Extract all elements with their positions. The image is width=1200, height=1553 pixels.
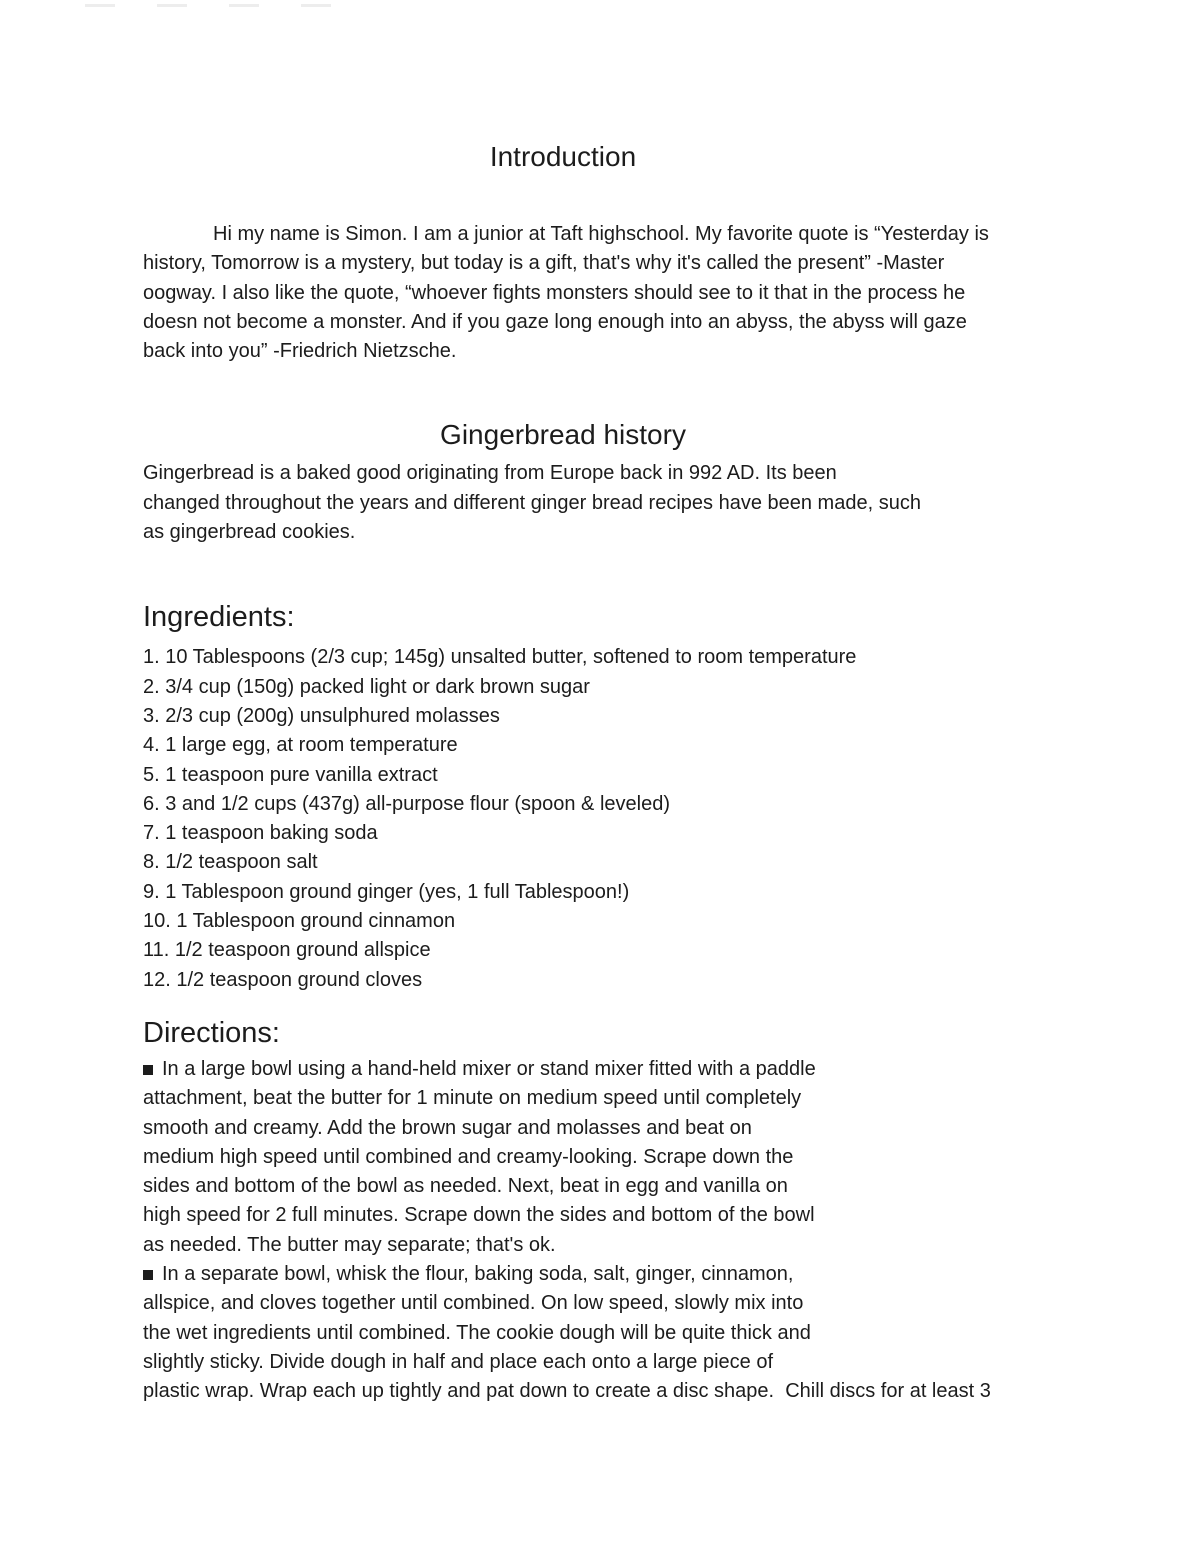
directions-step [143,1055,983,1260]
square-bullet-icon [143,1065,153,1075]
list-item: 3. 2/3 cup (200g) unsulphured molasses [143,704,500,727]
list-item: 11. 1/2 teaspoon ground allspice [143,939,431,962]
square-bullet-icon [143,1270,153,1280]
text-line [143,1260,983,1289]
text-line: plastic wrap. Wrap each up tightly and pat down to create a disc shape. Chill discs for at least 3 [143,1380,991,1403]
ingredients-list [143,643,983,995]
list-item: 1. 10 Tablespoons (2/3 cup; 145g) unsalted butter, softened to room temperature [143,646,857,669]
scan-artifact [85,4,115,7]
text-line [143,1055,983,1084]
text-line: as needed. The butter may separate; that's ok. [143,1233,556,1256]
list-item: 10. 1 Tablespoon ground cinnamon [143,910,456,933]
text-line: medium high speed until combined and creamy-looking. Scrape down the [143,1145,794,1168]
text-line: Gingerbread is a baked good originating from Europe back in 992 AD. Its been [143,462,837,485]
text-line: high speed for 2 full minutes. Scrape down the sides and bottom of the bowl [143,1204,815,1227]
list-item: 9. 1 Tablespoon ground ginger (yes, 1 full Tablespoon!) [143,880,630,903]
text-line: as gingerbread cookies. [143,521,356,544]
list-item: 6. 3 and 1/2 cups (437g) all-purpose flour (spoon & leveled) [143,792,670,815]
text-line: changed throughout the years and different ginger bread recipes have been made, such [143,491,921,514]
text-line: Hi my name is Simon. I am a junior at Taft highschool. My favorite quote is “Yesterday is [213,223,989,245]
section-title-introduction: Introduction [489,141,637,172]
list-item: 4. 1 large egg, at room temperature [143,734,458,757]
directions-step [143,1260,991,1406]
text-line: back into you” -Friedrich Nietzsche. [143,340,457,363]
history-paragraph [143,459,983,547]
text-line-content: In a separate bowl, whisk the flour, baking soda, salt, ginger, cinnamon, [162,1263,794,1286]
text-line: oogway. I also like the quote, “whoever fights monsters should see to it that in the process he [143,281,966,304]
text-line: attachment, beat the butter for 1 minute on medium speed until completely [143,1087,802,1110]
document-body [143,0,991,1407]
list-item: 8. 1/2 teaspoon salt [143,851,318,874]
list-item: 7. 1 teaspoon baking soda [143,822,378,845]
section-title-gingerbread-history: Gingerbread history [440,419,686,451]
text-line: sides and bottom of the bowl as needed. Next, beat in egg and vanilla on [143,1175,788,1198]
list-item: 12. 1/2 teaspoon ground cloves [143,968,423,991]
text-line: slightly sticky. Divide dough in half and place each onto a large piece of [143,1350,774,1373]
section-title-directions: Directions: [143,1016,280,1049]
section-title-ingredients: Ingredients: [143,601,295,634]
text-line: allspice, and cloves together until combined. On low speed, slowly mix into [143,1292,804,1315]
text-line: doesn not become a monster. And if you gaze long enough into an abyss, the abyss will gaze [143,310,967,333]
list-item: 2. 3/4 cup (150g) packed light or dark brown sugar [143,675,590,698]
text-line: smooth and creamy. Add the brown sugar and molasses and beat on [143,1116,752,1139]
list-item: 5. 1 teaspoon pure vanilla extract [143,763,438,786]
text-line: history, Tomorrow is a mystery, but today is a gift, that's why it's called the present” -Master [143,252,945,275]
text-line: the wet ingredients until combined. The cookie dough will be quite thick and [143,1321,811,1344]
text-line-content: In a large bowl using a hand-held mixer or stand mixer fitted with a paddle [162,1057,816,1080]
introduction-paragraph [143,220,989,366]
